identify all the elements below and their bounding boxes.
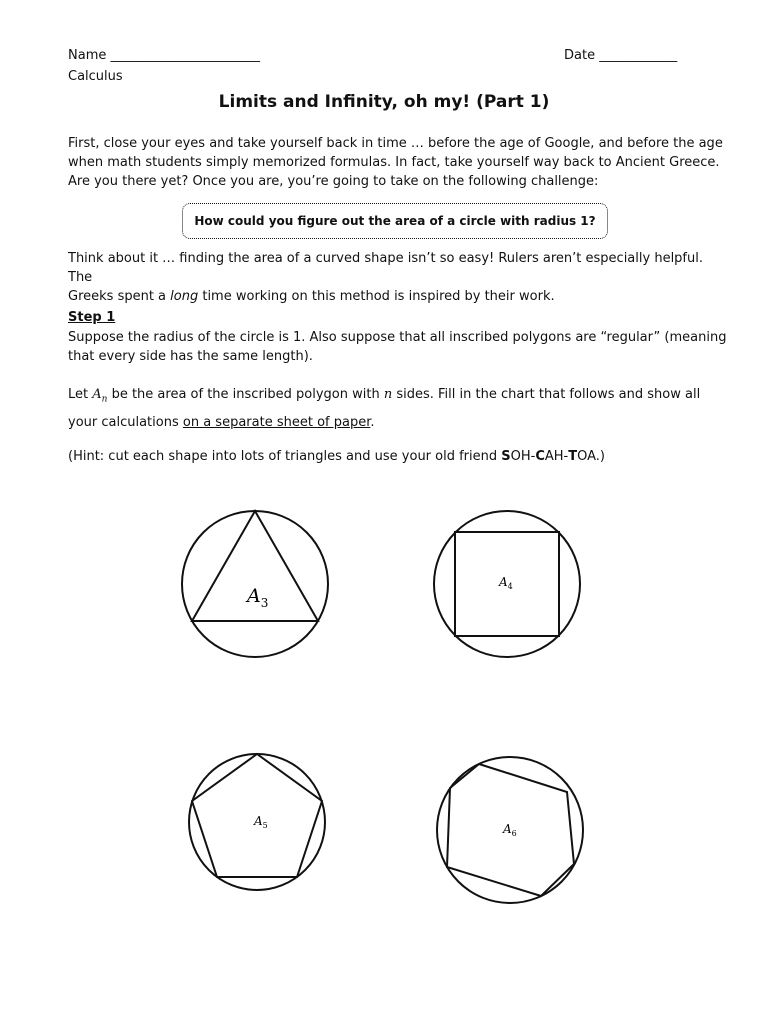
date-blank: ____________ xyxy=(599,48,678,63)
page-title: Limits and Infinity, oh my! (Part 1) xyxy=(218,92,550,112)
hint-end: OA.) xyxy=(577,449,605,464)
figure-pentagon xyxy=(189,754,325,890)
figure-square xyxy=(434,511,580,657)
step1-para1-line2: that every side has the same length). xyxy=(68,349,313,364)
figure-hexagon xyxy=(437,757,583,903)
para2-text-c: sides. Fill in the chart that follows and show all xyxy=(392,387,701,402)
hint-oh: OH- xyxy=(510,449,536,464)
challenge-text: How could you figure out the area of a circle with radius 1? xyxy=(194,214,596,228)
intro-line-3: Are you there yet? Once you are, you’re going to take on the following challenge: xyxy=(68,174,599,189)
step1-heading: Step 1 xyxy=(68,310,116,325)
hint-s: S xyxy=(501,449,511,464)
area-variable: A xyxy=(92,387,102,402)
separate-sheet-phrase: on a separate sheet of paper xyxy=(182,414,371,430)
course-label: Calculus xyxy=(68,69,123,84)
date-label: Date xyxy=(564,48,596,63)
think-line-1: Think about it … finding the area of a curved shape isn’t so easy! Rulers aren’t especially helpful. The xyxy=(68,251,703,285)
hint-ah: AH- xyxy=(544,449,569,464)
think-emphasis: long xyxy=(170,289,199,304)
para2-line2-a: your calculations xyxy=(68,414,183,430)
n-variable: n xyxy=(383,387,393,402)
step1-para1-line1: Suppose the radius of the circle is 1. Also suppose that all inscribed polygons are “regular” (meaning xyxy=(68,330,727,345)
para2-line2-end: . xyxy=(370,414,375,430)
area-variable-sub: n xyxy=(101,394,108,405)
figure-label-a4: $A_4$ xyxy=(499,575,513,591)
para2-text-a: Let xyxy=(68,387,93,402)
figure-label-a6: $A_6$ xyxy=(503,822,517,838)
para2-text-b: be the area of the inscribed polygon with xyxy=(107,387,384,402)
intro-line-2: when math students simply memorized formulas. In fact, take yourself way back to Ancient Greece. xyxy=(68,155,720,170)
think-text-a: Greeks spent a xyxy=(68,289,171,304)
name-blank: _______________________ xyxy=(110,48,260,63)
figure-triangle xyxy=(182,511,328,657)
circle-3 xyxy=(182,511,328,657)
figure-label-a3: $A_3$ xyxy=(247,585,269,610)
name-label: Name xyxy=(68,48,107,63)
hint-t: T xyxy=(568,449,578,464)
hint-c: C xyxy=(535,449,545,464)
think-text-b: time working on this method is inspired by their work. xyxy=(198,289,555,304)
hint-text: (Hint: cut each shape into lots of triangles and use your old friend xyxy=(68,449,502,464)
intro-line-1: First, close your eyes and take yourself back in time … before the age of Google, and before the age xyxy=(68,136,723,151)
figure-label-a5: $A_5$ xyxy=(254,814,268,830)
